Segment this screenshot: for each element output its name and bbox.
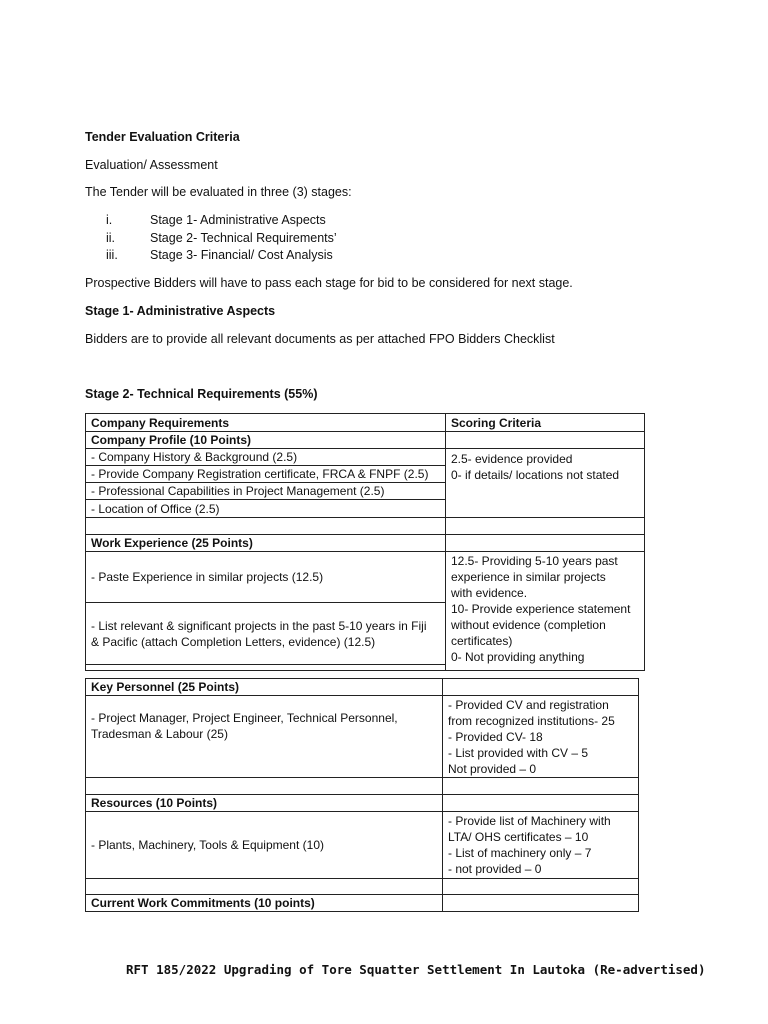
scoring-line: without evidence (completion	[451, 618, 606, 632]
stage1-heading: Stage 1- Administrative Aspects	[85, 304, 276, 318]
table-row	[86, 679, 639, 696]
scoring-line: Not provided – 0	[448, 762, 537, 776]
scoring-line: certificates)	[451, 634, 513, 648]
table-row	[86, 812, 639, 879]
scoring-line: experience in similar projects	[451, 570, 606, 584]
profile-item: - Company History & Background (2.5)	[86, 449, 446, 466]
scoring-line: 12.5- Providing 5-10 years past	[451, 554, 618, 568]
scoring-line: 2.5- evidence provided	[451, 452, 573, 466]
personnel-item-line: Tradesman & Labour (25)	[91, 727, 228, 741]
empty-cell	[443, 778, 639, 795]
scoring-line: from recognized institutions- 25	[448, 714, 615, 728]
scoring-line: 10- Provide experience statement	[451, 602, 631, 616]
profile-item: - Professional Capabilities in Project Management (2.5)	[86, 483, 446, 500]
stage2-heading: Stage 2- Technical Requirements (55%)	[85, 387, 318, 401]
empty-cell	[443, 795, 639, 812]
scoring-line: - Provide list of Machinery with	[448, 814, 611, 828]
stage-text: Stage 1- Administrative Aspects	[150, 213, 326, 227]
profile-scoring	[446, 449, 645, 518]
intro-text: The Tender will be evaluated in three (3) stages:	[85, 185, 352, 199]
stage-number: ii.	[106, 231, 116, 245]
table-row	[86, 449, 645, 466]
stage-number: i.	[106, 213, 113, 227]
empty-cell	[86, 778, 443, 795]
current-commitments-title: Current Work Commitments (10 points)	[86, 895, 443, 912]
scoring-line: - List provided with CV – 5	[448, 746, 589, 760]
scoring-line: - Provided CV and registration	[448, 698, 609, 712]
empty-cell	[443, 679, 639, 696]
table-row	[86, 795, 639, 812]
stage-text: Stage 2- Technical Requirements’	[150, 231, 337, 245]
table-row	[86, 518, 645, 535]
table-row	[86, 552, 645, 603]
document-heading: Tender Evaluation Criteria	[85, 130, 240, 144]
table-row	[86, 895, 639, 912]
work-scoring	[446, 552, 645, 671]
resources-item: - Plants, Machinery, Tools & Equipment (10)	[86, 812, 443, 879]
work-experience-title: Work Experience (25 Points)	[86, 535, 446, 552]
technical-requirements-table-continued	[85, 678, 639, 912]
stage-text: Stage 3- Financial/ Cost Analysis	[150, 248, 333, 262]
pass-note: Prospective Bidders will have to pass each stage for bid to be considered for next stage.	[85, 276, 573, 290]
scoring-line: - List of machinery only – 7	[448, 846, 592, 860]
scoring-line: LTA/ OHS certificates – 10	[448, 830, 589, 844]
empty-cell	[86, 665, 446, 671]
scoring-line: with evidence.	[451, 586, 528, 600]
column-header-requirements: Company Requirements	[86, 414, 446, 432]
document-subheading: Evaluation/ Assessment	[85, 158, 218, 172]
profile-item: - Location of Office (2.5)	[86, 500, 446, 518]
empty-cell	[443, 895, 639, 912]
personnel-item	[86, 696, 443, 778]
work-item	[86, 603, 446, 665]
profile-item: - Provide Company Registration certificate, FRCA & FNPF (2.5)	[86, 466, 446, 483]
work-item: - Paste Experience in similar projects (12.5)	[86, 552, 446, 603]
scoring-line: 0- if details/ locations not stated	[451, 468, 620, 482]
table-row	[86, 535, 645, 552]
personnel-scoring	[443, 696, 639, 778]
column-header-scoring: Scoring Criteria	[446, 414, 645, 432]
resources-title: Resources (10 Points)	[86, 795, 443, 812]
resources-scoring	[443, 812, 639, 879]
table-row	[86, 414, 645, 432]
scoring-line: 0- Not providing anything	[451, 650, 585, 664]
empty-cell	[446, 432, 645, 449]
key-personnel-title: Key Personnel (25 Points)	[86, 679, 443, 696]
empty-cell	[86, 518, 446, 535]
empty-cell	[443, 879, 639, 895]
work-item-line: & Pacific (attach Completion Letters, evidence) (12.5)	[91, 634, 376, 649]
scoring-line: - not provided – 0	[448, 862, 542, 876]
work-item-line: - List relevant & significant projects in the past 5-10 years in Fiji	[91, 618, 427, 633]
empty-cell	[446, 518, 645, 535]
personnel-item-line: - Project Manager, Project Engineer, Technical Personnel,	[91, 711, 398, 725]
table-row	[86, 696, 639, 778]
technical-requirements-table	[85, 413, 645, 671]
stage-number: iii.	[106, 248, 118, 262]
empty-cell	[446, 535, 645, 552]
empty-cell	[86, 879, 443, 895]
table-row	[86, 432, 645, 449]
stage1-text: Bidders are to provide all relevant documents as per attached FPO Bidders Checklist	[85, 332, 555, 346]
footer-text: RFT 185/2022 Upgrading of Tore Squatter Settlement In Lautoka (Re-advertised)	[126, 962, 706, 977]
scoring-line: - Provided CV- 18	[448, 730, 543, 744]
table-row	[86, 879, 639, 895]
table-row	[86, 778, 639, 795]
company-profile-title: Company Profile (10 Points)	[86, 432, 446, 449]
